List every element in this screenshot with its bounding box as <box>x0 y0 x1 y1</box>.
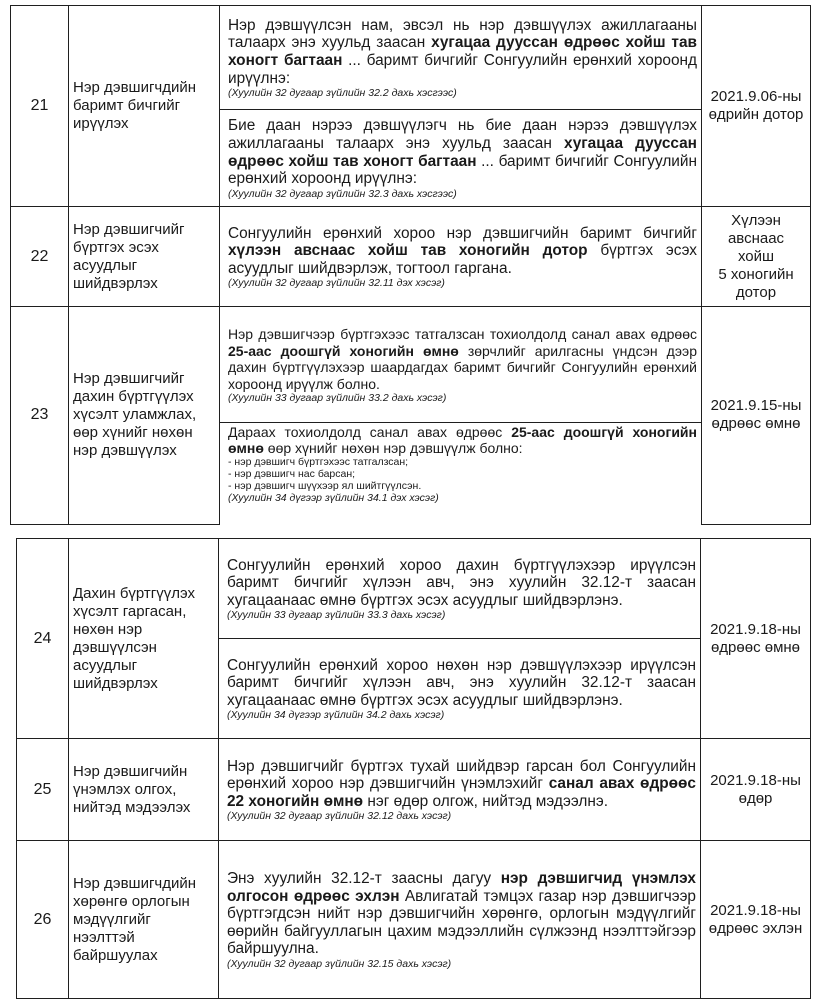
table-row <box>17 841 811 999</box>
law-reference: (Хуулийн 33 дугаар зүйлийн 33.2 дахь хэсэг) <box>228 392 447 404</box>
row-number: 26 <box>17 841 69 999</box>
date-cell: Хүлээн авснаас хойш 5 хоногийн дотор <box>702 207 811 307</box>
action-cell: Нэр дэвшигчийн үнэмлэх олгох, нийтэд мэдээлэх <box>69 739 219 841</box>
law-reference: (Хуулийн 34 дүгээр зүйлийн 34.1 дэх хэсэг) <box>228 492 439 504</box>
description-cell: Сонгуулийн ерөнхий хороо нэр дэвшигчийн баримт бичгийг хүлээн авснаас хойш тав хоногийн дотор бүртгэх эсэх асуудлыг шийдвэрлэж, тогтоол гаргана. (Хуулийн 32 дугаар зүйлийн 32.11 дэх хэсэг) <box>220 207 702 307</box>
law-reference: (Хуулийн 32 дугаар зүйлийн 32.2 дахь хэсгээс) <box>228 87 457 100</box>
action-cell: Нэр дэвшигчийг бүртгэх эсэх асуудлыг шийдвэрлэх <box>69 207 220 307</box>
description-cell: Дараах тохиолдолд санал авах өдрөөс 25-аас доошгүй хоногийн өмнө өөр хүнийг нөхөн нэр дэвшүүлж болно: - нэр дэвшигч бүртгэхээс татгалзсан; - нэр дэвшигч нас барсан; - нэр дэвшигч шүүхээр ял шийтгүүлсэн. (Хуулийн 34 дүгээр зүйлийн 34.1 дэх хэсэг) <box>220 423 702 525</box>
bullet-item: - нэр дэвшигч бүртгэхээс татгалзсан; <box>228 456 409 468</box>
law-reference: (Хуулийн 32 дугаар зүйлийн 32.12 дахь хэсэг) <box>227 810 452 823</box>
table-row <box>11 6 811 110</box>
description-cell: Нэр дэвшүүлсэн нам, эвсэл нь нэр дэвшүүлэх ажиллагааны талаарх энэ хуульд заасан хугацаа дууссан өдрөөс хойш тав хоногт багтаан ... баримт бичгийг Сонгуулийн ерөнхий хороонд ирүүлнэ: (Хуулийн 32 дугаар зүйлийн 32.2 дахь хэсгээс) <box>220 6 702 110</box>
description-cell: Бие даан нэрээ дэвшүүлэгч нь бие даан нэрээ дэвшүүлэх ажиллагааны талаарх энэ хуульд заасан хугацаа дууссан өдрөөс хойш тав хоногт багтаан ... баримт бичгийг Сонгуулийн ерөнхий хороонд ирүүлнэ: (Хуулийн 32 дугаар зүйлийн 32.3 дахь хэсгээс) <box>220 110 702 207</box>
description-cell: Сонгуулийн ерөнхий хороо дахин бүртгүүлэхээр ирүүлсэн баримт бичгийг хүлээн авч, энэ хуулийн 32.12-т заасан хугацаанаас өмнө бүртгэх эсэх асуудлыг шийдвэрлэнэ. (Хуулийн 33 дугаар зүйлийн 33.3 дахь хэсэг) <box>219 539 701 639</box>
date-cell: 2021.9.18-ны өдрөөс эхлэн <box>701 841 811 999</box>
date-cell: 2021.9.15-ны өдрөөс өмнө <box>702 307 811 525</box>
table-row <box>17 739 811 841</box>
law-reference: (Хуулийн 32 дугаар зүйлийн 32.15 дахь хэсэг) <box>227 957 452 970</box>
action-cell: Нэр дэвшигчийг дахин бүртгүүлэх хүсэлт уламжлах, өөр хүнийг нөхөн нэр дэвшүүлэх <box>69 307 220 525</box>
bullet-item: - нэр дэвшигч шүүхээр ял шийтгүүлсэн. <box>228 480 422 492</box>
law-reference: (Хуулийн 34 дүгээр зүйлийн 34.2 дахь хэсэг) <box>227 709 445 722</box>
law-reference: (Хуулийн 32 дугаар зүйлийн 32.3 дахь хэсгээс) <box>228 187 457 200</box>
table-row <box>17 539 811 639</box>
law-reference: (Хуулийн 32 дугаар зүйлийн 32.11 дэх хэсэг) <box>228 277 445 290</box>
row-number: 23 <box>11 307 69 525</box>
description-cell: Нэр дэвшигчээр бүртгэхээс татгалзсан тохиолдолд санал авах өдрөөс 25-аас доошгүй хоногийн өмнө зөрчлийг арилгасны үндсэн дээр дахин бүртгүүлэхээр шаардагдах баримт бичгийг Сонгуулийн ерөнхий хороонд ирүүлж болно. (Хуулийн 33 дугаар зүйлийн 33.2 дахь хэсэг) <box>220 307 702 423</box>
schedule-table-lower <box>16 538 811 999</box>
row-number: 25 <box>17 739 69 841</box>
action-cell: Дахин бүртгүүлэх хүсэлт гаргасан, нөхөн нэр дэвшүүлсэн асуудлыг шийдвэрлэх <box>69 539 219 739</box>
law-reference: (Хуулийн 33 дугаар зүйлийн 33.3 дахь хэсэг) <box>227 609 446 622</box>
row-number: 24 <box>17 539 69 739</box>
date-cell: 2021.9.18-ны өдөр <box>701 739 811 841</box>
bullet-item: - нэр дэвшигч нас барсан; <box>228 468 356 480</box>
date-cell: 2021.9.18-ны өдрөөс өмнө <box>701 539 811 739</box>
row-number: 21 <box>11 6 69 207</box>
date-cell: 2021.9.06-ны өдрийн дотор <box>702 6 811 207</box>
description-cell: Нэр дэвшигчийг бүртгэх тухай шийдвэр гарсан бол Сонгуулийн ерөнхий хороо нэр дэвшигчийн үнэмлэхийг санал авах өдрөөс 22 хоногийн өмнө нэг өдөр олгож, нийтэд мэдээлнэ. (Хуулийн 32 дугаар зүйлийн 32.12 дахь хэсэг) <box>219 739 701 841</box>
table-row <box>11 307 811 423</box>
description-cell: Сонгуулийн ерөнхий хороо нөхөн нэр дэвшүүлэхээр ирүүлсэн баримт бичгийг хүлээн авч, энэ хуулийн 32.12-т заасан хугацаанаас өмнө бүртгэх эсэх асуудлыг шийдвэрлэнэ. (Хуулийн 34 дүгээр зүйлийн 34.2 дахь хэсэг) <box>219 639 701 739</box>
table-row <box>11 207 811 307</box>
row-number: 22 <box>11 207 69 307</box>
description-cell: Энэ хуулийн 32.12-т заасны дагуу нэр дэвшигчид үнэмлэх олгосон өдрөөс эхлэн Авлигатай тэмцэх газар нэр дэвшигчээр бүртгэгдсэн нийт нэр дэвшигчийн хөрөнгө, орлогын мэдүүлгийг өөрийн байгууллагын цахим мэдээллийн сүлжээнд нээлттэйгээр байршуулна. (Хуулийн 32 дугаар зүйлийн 32.15 дахь хэсэг) <box>219 841 701 999</box>
action-cell: Нэр дэвшигчдийн баримт бичгийг ирүүлэх <box>69 6 220 207</box>
schedule-table-upper <box>10 5 811 525</box>
action-cell: Нэр дэвшигчдийн хөрөнгө орлогын мэдүүлгийг нээлттэй байршуулах <box>69 841 219 999</box>
